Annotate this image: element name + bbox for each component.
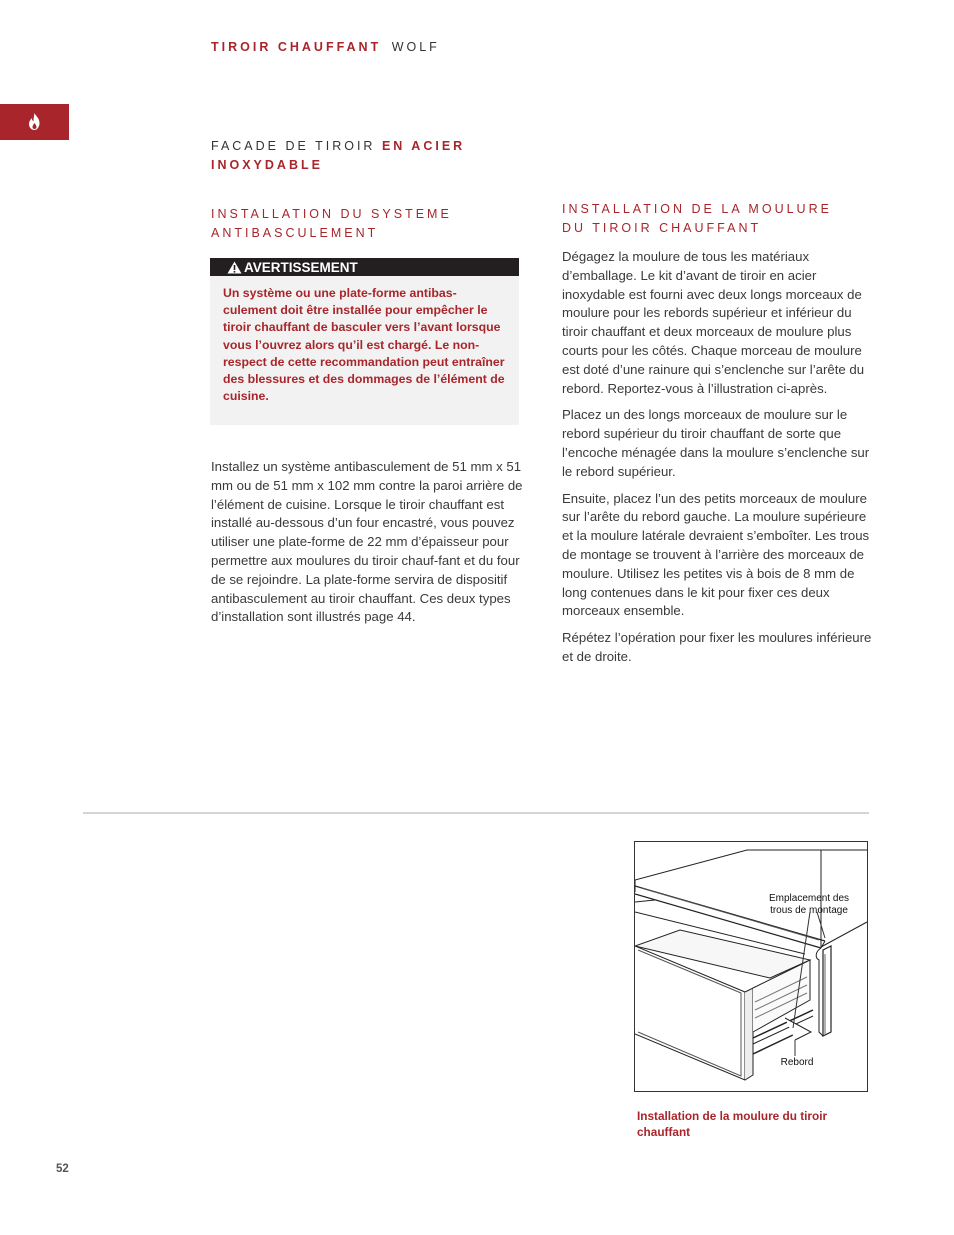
warning-label: AVERTISSEMENT (244, 259, 358, 275)
figure-label-holes (761, 893, 857, 917)
warning-triangle-icon (227, 261, 242, 274)
section-title-red: EN ACIER INOXYDABLE (211, 139, 466, 172)
warning-text: Un système ou une plate-forme antibas-culement doit être installée pour empêcher le tiroir chauffant de basculer vers l’avant lorsque vous l’ouvrez alors qu’il est chargé. Le non-respect de cette recommandation peut entraîner des blessures et des dommages de l’élément de cuisine. (223, 286, 505, 404)
section-divider (83, 812, 869, 814)
trim-installation-figure (634, 841, 868, 1092)
section-tab (0, 104, 69, 140)
flame-icon (28, 113, 41, 130)
warning-header (210, 258, 519, 276)
right-paragraph-4: Répétez l’opération pour fixer les moulures inférieure et de droite. (562, 630, 872, 664)
left-paragraph (211, 458, 526, 635)
left-paragraph-text: Installez un système antibasculement de 51 mm x 51 mm ou de 51 mm x 102 mm contre la paroi arrière de l’élément de cuisine. Lorsque le tiroir chauffant est installé au-dessous d’un four encastré, vous pouvez utiliser une plate-forme de 22 mm d’épaisseur pour permettre aux moulures du tiroir chauf-fant et du four de se rejoindre. La plate-forme servira de dispositif antibasculement au tiroir chauffant. Ces deux types d’installation sont illustrés page 44. (211, 459, 523, 625)
left-subtitle (211, 205, 531, 243)
header-title-brand: WOLF (391, 40, 440, 54)
right-paragraph-2: Placez un des longs morceaux de moulure sur le rebord supérieur du tiroir chauffant de sorte que l’encoche ménagée dans la moulure s’enclenche sur le rebord supérieur. (562, 407, 870, 479)
figure-label-holes-line2: trous de montage (770, 905, 848, 916)
section-title (211, 137, 531, 175)
left-subtitle-line2: ANTIBASCULEMENT (211, 226, 379, 240)
section-title-plain: FACADE DE TIROIR (211, 139, 382, 153)
figure-label-rebord: Rebord (780, 1057, 814, 1068)
right-paragraphs (562, 248, 878, 675)
left-subtitle-line1: INSTALLATION DU SYSTEME (211, 207, 452, 221)
right-paragraph-3: Ensuite, placez l’un des petits morceaux de moulure sur l’arête du rebord gauche. La moulure supérieure et la moulure latérale devraient s’emboîter. Les trous de montage se trouvent à l’arrière des morceaux de moulure. Utilisez les petites vis à bois de 8 mm de long contenues dans le kit pour fixer ces deux morceaux ensemble. (562, 490, 870, 619)
right-subtitle (562, 200, 882, 238)
warning-box (210, 258, 519, 425)
header-title-red: TIROIR CHAUFFANT (211, 40, 382, 54)
running-header (211, 40, 440, 54)
right-paragraph-1: Dégagez la moulure de tous les matériaux d’emballage. Le kit d’avant de tiroir en acier inoxydable est fourni avec deux longs morceaux de moulure pour les rebords supérieur et inférieur du tiroir chauffant et deux morceaux de moulure plus courts pour les côtés. Chaque morceau de moulure est doté d’une rainure qui s’enclenche sur l’arête du rebord. Reportez-vous à l’illustration ci-après. (562, 249, 865, 396)
drawer-trim-illustration (635, 842, 867, 1091)
right-subtitle-line2: DU TIROIR CHAUFFANT (562, 221, 762, 235)
figure-caption: Installation de la moulure du tiroir chauffant (637, 1109, 828, 1139)
page-number: 52 (56, 1163, 69, 1175)
figure-label-holes-line1: Emplacement des (768, 893, 850, 904)
right-subtitle-line1: INSTALLATION DE LA MOULURE (562, 202, 832, 216)
